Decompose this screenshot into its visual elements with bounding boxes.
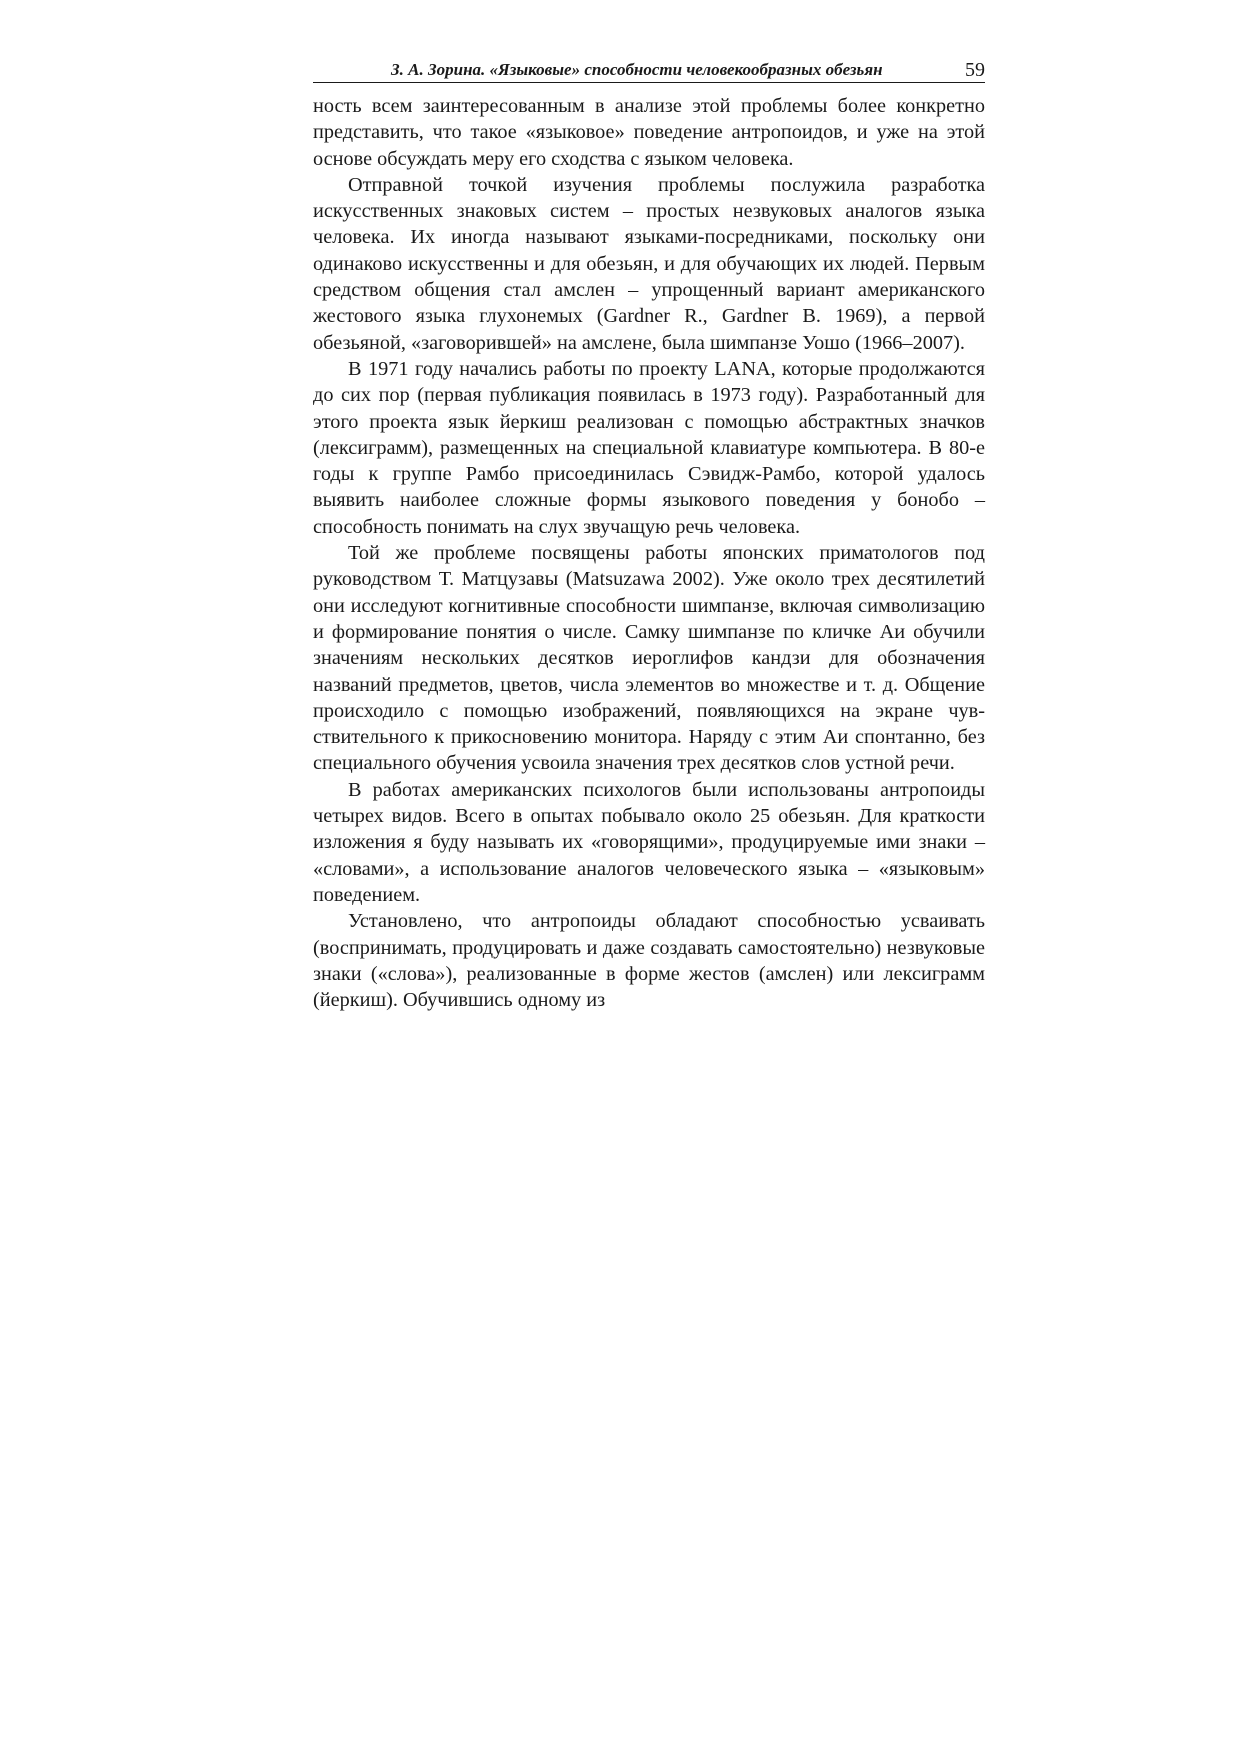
paragraph-1: ность всем заинтересованным в анализе этой проблемы более конкретно представить, что такое «языковое» поведение антропоидов, и уже на этой основе обсуждать меру его сходства с языком человека. (313, 95, 985, 170)
body-text (313, 93, 985, 1013)
paragraph-3: В 1971 году начались работы по проекту LANA, которые продолжаются до сих пор (первая публикация появилась в 1973 году). Разработанный для этого проекта язык йеркиш реализован с помощью абстрактных значков (лексиграмм), размещенных на специальной клавиатуре компьютера. В 80-е годы к группе Рамбо присоединилась Сэвидж-Рамбо, которой удалось выявить наиболее сложные формы языкового поведения у бонобо – способность понимать на слух звучащую речь человека. (313, 357, 985, 538)
paragraph-4: Той же проблеме посвящены работы японских приматологов под руководством Т. Матцузавы (Matsuzawa 2002). Уже около трех десятилетий они исследуют когнитивные способности шимпанзе, включая символизацию и формирование понятия о числе. Самку шимпанзе по кличке Аи обучили значениям нескольких десятков иероглифов кандзи для обозначения названий предметов, цветов, числа элементов во множестве и т. д. Общение происходило с помощью изображений, появляющихся на экране чувствительного к прикосновению монитора. Наряду с этим Аи спонтанно, без специального обучения усвоила значения трех десятков слов устной речи. (313, 542, 985, 775)
running-header (313, 58, 985, 83)
paragraph-2: Отправной точкой изучения проблемы послужила разработка искусственных знаковых систем – простых незвуковых аналогов языка человека. Их иногда называют языками-посредниками, поскольку они одинаково искусственны и для обезьян, и для обучающих их людей. Первым средством общения стал амслен – упрощенный вариант американского жестового языка глухонемых (Gardner R., Gardner B. 1969), а первой обезьяной, «заговорившей» на амслене, была шимпанзе Уошо (1966–2007). (313, 173, 985, 354)
document-page (313, 58, 985, 1013)
paragraph-5: В работах американских психологов были использованы антропоиды четырех видов. Всего в опытах побывало около 25 обезьян. Для краткости изложения я буду называть их «говорящими», продуцируемые ими знаки – «словами», а использование аналогов человеческого языка – «языковым» поведением. (313, 778, 985, 906)
page-number: 59 (965, 59, 985, 81)
paragraph-6: Установлено, что антропоиды обладают способностью усваивать (воспринимать, продуцировать и даже создавать самостоятельно) незвуковые знаки («слова»), реализованные в форме жестов (амслен) или лексиграмм (йеркиш). Обучившись одному из (313, 910, 985, 1012)
running-header-title: З. А. Зорина. «Языковые» способности человекообразных обезьян (391, 60, 883, 79)
